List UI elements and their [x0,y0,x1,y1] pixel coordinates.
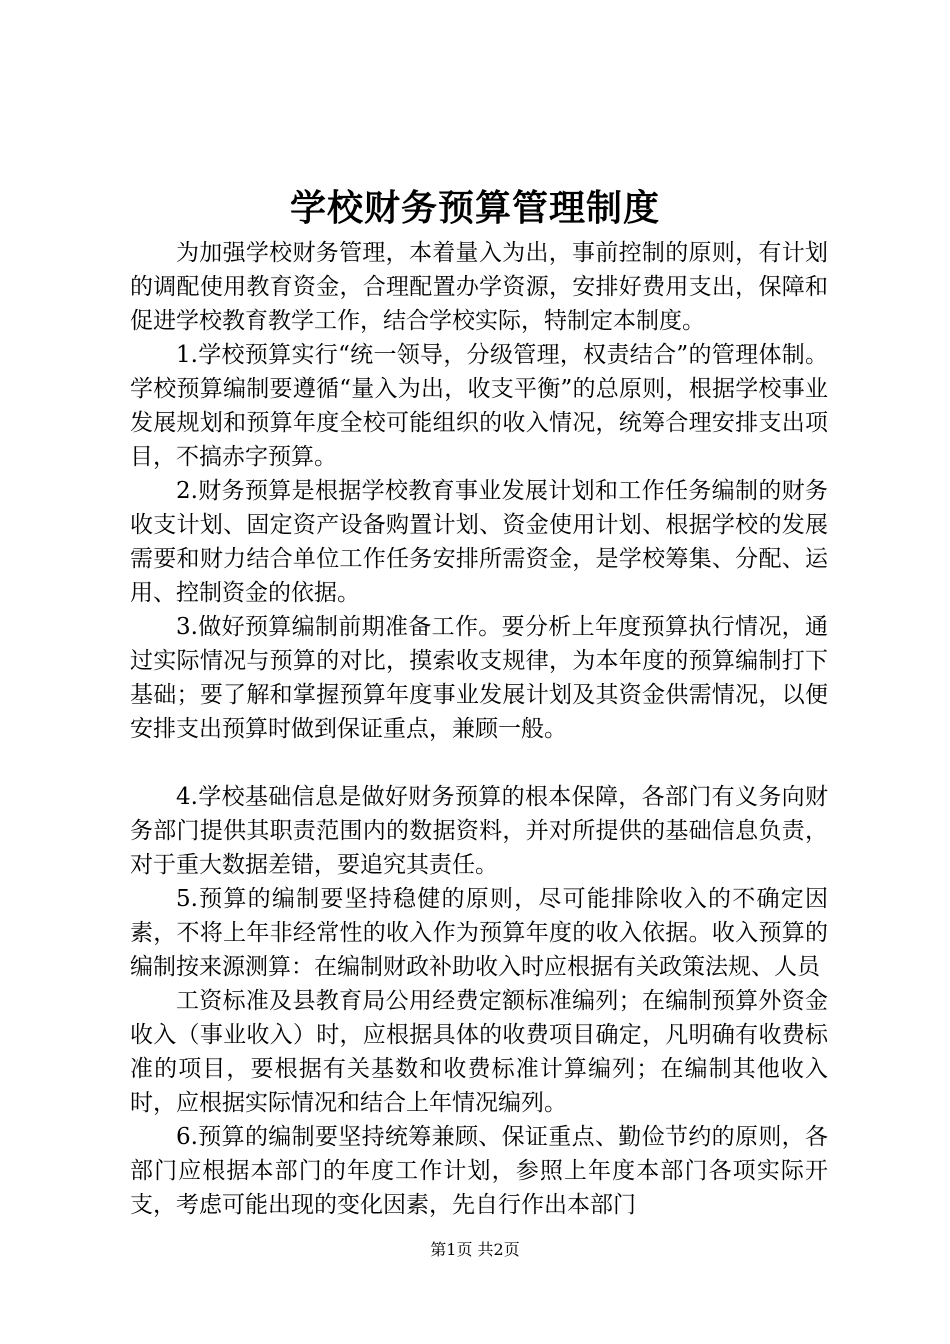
page-number-footer: 第1页 共2页 [430,1240,520,1259]
paragraph-item-2: 2.财务预算是根据学校教育事业发展计划和工作任务编制的财务收支计划、固定资产设备购置计划、资金使用计划、根据学校的发展需要和财力结合单位工作任务安排所需资金，是学校筹集、分配、运用、控制资金的依据。 [130,478,828,606]
paragraph-intro: 为加强学校财务管理，本着量入为出，事前控制的原则，有计划的调配使用教育资金，合理配置办学资源，安排好费用支出，保障和促进学校教育教学工作，结合学校实际，特制定本制度。 [130,240,828,334]
paragraph-item-3: 3.做好预算编制前期准备工作。要分析上年度预算执行情况，通过实际情况与预算的对比，摸索收支规律，为本年度的预算编制打下基础；要了解和掌握预算年度事业发展计划及其资金供需情况，以便安排支出预算时做到保证重点，兼顾一般。 [130,614,828,742]
paragraph-item-4: 4.学校基础信息是做好财务预算的根本保障，各部门有义务向财务部门提供其职责范围内的数据资料，并对所提供的基础信息负责，对于重大数据差错，要追究其责任。 [130,784,828,878]
paragraph-item-6: 6.预算的编制要坚持统筹兼顾、保证重点、勤俭节约的原则，各部门应根据本部门的年度工作计划，参照上年度本部门各项实际开支，考虑可能出现的变化因素，先自行作出本部门 [130,1124,828,1218]
paragraph-item-5: 5.预算的编制要坚持稳健的原则，尽可能排除收入的不确定因素，不将上年非经常性的收入作为预算年度的收入依据。收入预算的编制按来源测算：在编制财政补助收入时应根据有关政策法规、人员 [130,886,828,980]
document-body [130,236,828,1222]
document-title: 学校财务预算管理制度 [289,187,660,229]
paragraph-item-5-continued: 工资标准及县教育局公用经费定额标准编列；在编制预算外资金收入（事业收入）时，应根据具体的收费项目确定，凡明确有收费标准的项目，要根据有关基数和收费标准计算编列；在编制其他收入时，应根据实际情况和结合上年情况编列。 [130,988,828,1116]
paragraph-item-1: 1.学校预算实行“统一领导，分级管理，权责结合”的管理体制。学校预算编制要遵循“量入为出，收支平衡”的总原则，根据学校事业发展规划和预算年度全校可能组织的收入情况，统筹合理安排支出项目，不搞赤字预算。 [130,342,828,470]
